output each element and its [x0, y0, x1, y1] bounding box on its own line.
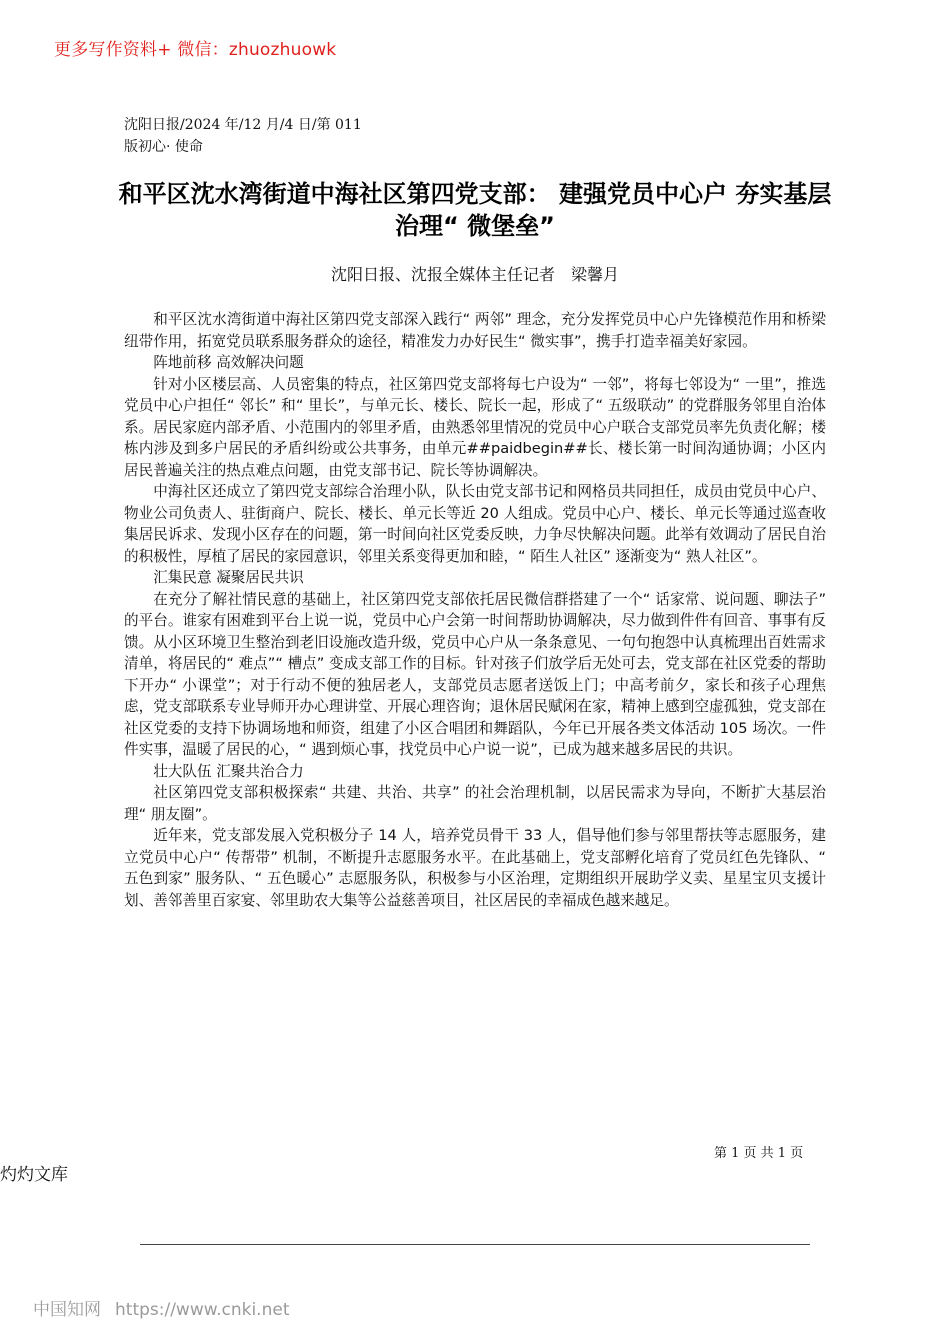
cnki-url[interactable]: https://www.cnki.net — [115, 1300, 290, 1320]
section-heading: 阵地前移 高效解决问题 — [153, 354, 304, 371]
footer-brand: 灼灼文库 — [0, 1165, 68, 1185]
paragraph: 和平区沈水湾街道中海社区第四党支部深入践行“ 两邻” 理念，充分发挥党员中心户先锋模范作用和桥梁纽带作用，拓宽党员联系服务群众的途径，精准发力办好民生“ 微实事”，携手打造幸福美好家园。 — [124, 311, 826, 350]
page-number: 第 1 页 共 1 页 — [714, 1146, 804, 1161]
paragraph: 中海社区还成立了第四党支部综合治理小队，队长由党支部书记和网格员共同担任，成员由党员中心户、物业公司负责人、驻街商户、院长、楼长、单元长等近 20 人组成。党员中心户、楼长、单元长等通过巡查收集居民诉求、发现小区存在的问题，第一时间向社区党委反映，力争尽快解决问题。此举有效调动了居民自治的积极性，厚植了居民的家园意识，邻里关系变得更加和睦，“ 陌生人社区” 逐渐变为“ 熟人社区”。 — [124, 483, 826, 565]
divider — [140, 1244, 810, 1245]
article-title: 和平区沈水湾街道中海社区第四党支部： 建强党员中心户 夯实基层治理“ 微堡垒” — [118, 180, 832, 240]
paragraph: 在充分了解社情民意的基础上，社区第四党支部依托居民微信群搭建了一个“ 话家常、说问题、聊法子” 的平台。谁家有困难到平台上说一说，党员中心户会第一时间帮助协调解决，尽力做到件件有回音、事事有反馈。从小区环境卫生整治到老旧设施改造升级，党员中心户从一条条意见、一句句抱怨中认真梳理出百姓需求清单，将居民的“ 难点”“ 槽点” 变成支部工作的目标。针对孩子们放学后无处可去，党支部在社区党委的帮助下开办“ 小课堂”；对于行动不便的独居老人，支部党员志愿者送饭上门；中高考前夕，家长和孩子心理焦虑，党支部联系专业导师开办心理讲堂、开展心理咨询；退休居民赋闲在家，精神上感到空虚孤独，党支部在社区党委的支持下协调场地和师资，组建了小区合唱团和舞蹈队，今年已开展各类文体活动 105 场次。一件件实事，温暖了居民的心，“ 遇到烦心事，找党员中心户说一说”，已成为越来越多居民的共识。 — [124, 590, 826, 758]
cnki-name: 中国知网 — [33, 1300, 101, 1320]
watermark-text: 更多写作资料+ 微信：zhuozhuowk — [54, 40, 337, 60]
cnki-footer — [33, 1295, 303, 1320]
paragraph: 社区第四党支部积极探索“ 共建、共治、共享” 的社会治理机制，以居民需求为导向，不断扩大基层治理“ 朋友圈”。 — [124, 784, 826, 823]
paragraph: 针对小区楼层高、人员密集的特点，社区第四党支部将每七户设为“ 一邻”，将每七邻设为“ 一里”，推选党员中心户担任“ 邻长” 和“ 里长”，与单元长、楼长、院长一起，形成了“ 五级联动” 的党群服务邻里自治体系。居民家庭内部矛盾、小范围内的邻里矛盾，由熟悉邻里情况的党员中心户联合支部党员率先负责化解；楼栋内涉及到多户居民的矛盾纠纷或公共事务，由单元##paidbegin##长、楼长第一时间沟通协调；小区内居民普遍关注的热点难点问题，由党支部书记、院长等协调解决。 — [124, 375, 826, 479]
article-body — [124, 309, 826, 911]
section-heading: 汇集民意 凝聚居民共识 — [153, 569, 304, 586]
source-line: 沈阳日报/2024 年/12 月/4 日/第 011 — [124, 117, 362, 133]
article-byline: 沈阳日报、沈报全媒体主任记者 梁馨月 — [330, 265, 619, 284]
paragraph: 近年来，党支部发展入党积极分子 14 人，培养党员骨干 33 人，倡导他们参与邻里帮扶等志愿服务，建立党员中心户“ 传帮带” 机制，不断提升志愿服务水平。在此基础上，党支部孵化培育了党员红色先锋队、“ 五色到家” 服务队、“ 五色暖心” 志愿服务队，积极参与小区治理，定期组织开展助学义卖、星星宝贝支援计划、善邻善里百家宴、邻里助农大集等公益慈善项目，社区居民的幸福成色越来越足。 — [124, 827, 826, 909]
column-line: 版初心· 使命 — [124, 139, 203, 155]
section-heading: 壮大队伍 汇聚共治合力 — [153, 762, 304, 780]
